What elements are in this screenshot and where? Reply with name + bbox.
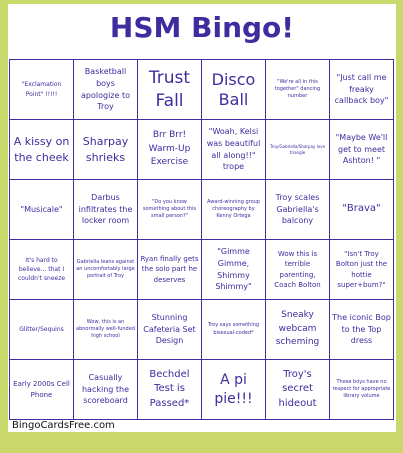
bingo-cell[interactable]: Bechdel Test is Passed* <box>138 360 202 420</box>
card-title: HSM Bingo! <box>109 11 295 44</box>
bingo-cell[interactable]: Brr Brr! Warm-Up Exercise <box>138 120 202 180</box>
bingo-cell[interactable]: Award-winning group choreography by Kenny Ortega <box>202 180 266 240</box>
bingo-cell[interactable]: "Musicale" <box>10 180 74 240</box>
bingo-cell[interactable]: Disco Ball <box>202 60 266 120</box>
bingo-cell[interactable]: Ryan finally gets the solo part he deserves <box>138 240 202 300</box>
bingo-cell[interactable]: Glitter/Sequins <box>10 300 74 360</box>
bingo-cell[interactable]: Trust Fall <box>138 60 202 120</box>
bingo-cell[interactable]: "Just call me freaky callback boy" <box>330 60 394 120</box>
bingo-grid <box>9 59 394 420</box>
bingo-cell[interactable]: Sneaky webcam scheming <box>266 300 330 360</box>
bingo-cell[interactable]: "Do you know something about this small person?" <box>138 180 202 240</box>
bingo-cell[interactable]: Casually hacking the scoreboard <box>74 360 138 420</box>
bingo-cell[interactable]: "Woah, Kelsi was beautiful all along!!" trope <box>202 120 266 180</box>
bingo-cell[interactable]: Troy says something bisexual-coded* <box>202 300 266 360</box>
bingo-cell[interactable]: Troy/Gabriella/Sharpay love triangle <box>266 120 330 180</box>
bingo-cell[interactable]: Wow, this is an abnormally well-funded high school <box>74 300 138 360</box>
bingo-cell[interactable]: A pi pie!!! <box>202 360 266 420</box>
bingo-cell[interactable]: "Gimme Gimme, Shimmy Shimmy" <box>202 240 266 300</box>
bingo-cell[interactable]: Basketball boys apologize to Troy <box>74 60 138 120</box>
bingo-cell[interactable]: A kissy on the cheek <box>10 120 74 180</box>
bingo-cell[interactable]: "Brava" <box>330 180 394 240</box>
bingo-card <box>8 4 396 432</box>
bingo-cell[interactable]: Gabriella leans against an uncomfortably large portrait of Troy <box>74 240 138 300</box>
bingo-cell[interactable]: Troy scales Gabriella's balcony <box>266 180 330 240</box>
bingo-cell[interactable]: Darbus infiltrates the locker room <box>74 180 138 240</box>
bingo-cell[interactable]: "Exclamation Point" !!!!! <box>10 60 74 120</box>
bingo-cell[interactable]: "We're all in this together" dancing number <box>266 60 330 120</box>
bingo-cell[interactable]: The iconic Bop to the Top dress <box>330 300 394 360</box>
bingo-cell[interactable]: Troy's secret hideout <box>266 360 330 420</box>
bingo-cell[interactable]: Sharpay shrieks <box>74 120 138 180</box>
bingo-cell[interactable]: These boys have no respect for appropriate library volume <box>330 360 394 420</box>
bingo-cell[interactable]: Stunning Cafeteria Set Design <box>138 300 202 360</box>
bingo-cell[interactable]: "Maybe We'll get to meet Ashton! " <box>330 120 394 180</box>
bingo-cell[interactable]: Wow this is terrible parenting, Coach Bolton <box>266 240 330 300</box>
bingo-cell[interactable]: Early 2000s Cell Phone <box>10 360 74 420</box>
site-credit: BingoCardsFree.com <box>12 420 115 431</box>
bingo-cell[interactable]: "Isn't Troy Bolton just the hottie super+bum?" <box>330 240 394 300</box>
bingo-cell[interactable]: It's hard to believe... that I couldn't sneeze <box>10 240 74 300</box>
